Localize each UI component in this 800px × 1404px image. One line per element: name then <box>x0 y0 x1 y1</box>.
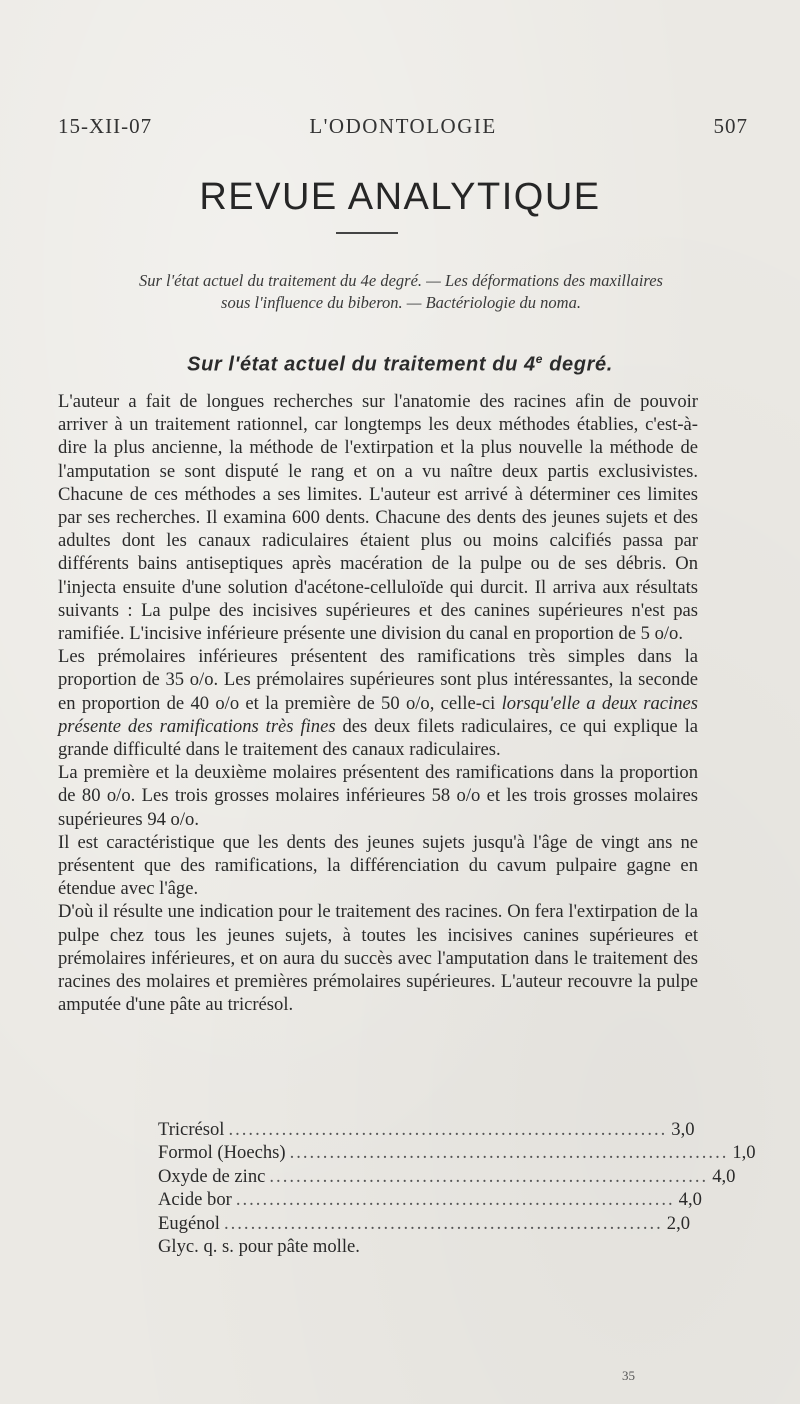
paragraph-3: La première et la deuxième molaires présentent des ramifications dans la proportion de 80 o/o. Les trois grosses molaires inférieures 58 o/o et les trois grosses molaires supérieures 94 o/o. <box>58 762 698 830</box>
formula-item-name: Oxyde de zinc <box>158 1165 266 1187</box>
formula-item-qty: 2,0 <box>666 1212 691 1234</box>
leader-dots: .................................................................. <box>223 1212 663 1234</box>
formula-item-name: Formol (Hoechs) <box>158 1142 286 1164</box>
formula-item-qty: 4,0 <box>678 1189 702 1211</box>
section-title-superscript: e <box>535 352 544 366</box>
paragraph-4: Il est caractéristique que les dents des jeunes sujets jusqu'à l'âge de vingt ans ne présentent que des ramifications, la différenciation du cavum pulpaire gagne en étendue avec l'âge. <box>58 831 698 900</box>
formula-row <box>158 1212 691 1235</box>
page-title: REVUE ANALYTIQUE <box>199 176 601 218</box>
formula-item-qty: 4,0 <box>712 1165 736 1187</box>
summary-line-1: Sur l'état actuel du traitement du 4e degré. — Les déformations des maxillaires <box>139 271 663 290</box>
running-head <box>58 114 748 144</box>
paragraph-2-end: des deux filets radiculaires, ce qui explique la grande difficulté dans le traitement des canaux radiculaires. <box>58 715 698 761</box>
summary <box>56 270 746 314</box>
summary-line-2: sous l'influence du biberon. — Bactériologie du noma. <box>221 293 581 312</box>
paragraph-5: D'où il résulte une indication pour le traitement des racines. On fera l'extirpation de la pulpe chez tous les jeunes sujets, à toutes les incisives canines supérieures et prémolaires inférieures, et on aura du succès avec l'amputation dans le traitement des racines des molaires et premières prémolaires supérieures. L'auteur recouvre la pulpe amputée d'une pâte au tricrésol. <box>58 901 698 1016</box>
section-title <box>0 352 800 377</box>
formula-item-name: Eugénol <box>158 1212 220 1234</box>
signature-mark: 35 <box>622 1368 635 1383</box>
section-title-main: Sur l'état actuel du traitement du 4 <box>187 353 536 376</box>
section-title-end: degré. <box>543 353 613 376</box>
paragraph-1: L'auteur a fait de longues recherches sur l'anatomie des racines afin de pouvoir arriver à un traitement rationnel, car longtemps les deux méthodes établies, c'est-à-dire la plus ancienne, la méthode de l'extirpation et la plus nouvelle la méthode de l'amputation se sont disputé le rang et on a vu naître deux partis exclusivistes. Chacune de ces méthodes a ses limites. L'auteur est arrivé à déterminer ces limites par ses recherches. Il examina 600 dents. Chacune des dents des jeunes sujets et des adultes dont les canaux radiculaires étaient plus ou moins calcifiés passa par différents bains antiseptiques après macération de la pulpe ou de ses débris. On l'injecta ensuite d'une solution d'acétone-celluloïde qui durcit. Il arriva aux résultats suivants : La pulpe des incisives supérieures et des canines supérieures n'est pas ramifiée. L'incisive inférieure présente une division du canal en proportion de 5 o/o. <box>58 391 698 645</box>
article-body <box>58 390 698 1016</box>
formula-row <box>158 1141 756 1164</box>
header-date: 15-XII-07 <box>58 114 153 138</box>
header-journal-name: L'ODONTOLOGIE <box>309 114 497 138</box>
leader-dots: .................................................................. <box>235 1189 675 1211</box>
leader-dots: .................................................................. <box>228 1119 668 1140</box>
formula-item-name: Tricrésol <box>158 1119 225 1140</box>
paragraph-2 <box>58 645 698 761</box>
leader-dots: .................................................................. <box>269 1165 709 1187</box>
title-divider <box>336 232 398 234</box>
formula-row <box>158 1188 702 1211</box>
formula-last-line <box>158 1235 586 1258</box>
leader-dots: .................................................................. <box>289 1142 729 1164</box>
formula-item-qty: 1,0 <box>732 1142 756 1164</box>
formula-list <box>158 1118 756 1258</box>
formula-item-name: Acide bor <box>158 1189 232 1211</box>
paragraph-2-start: Les prémolaires inférieures présentent des ramifications très simples dans la proportion de 35 o/o. Les prémolaires supérieures sont plus intéressantes, la seconde en proportion de 40 o/o et la première de 50 o/o, celle-ci <box>58 646 698 714</box>
paragraph-2-italic: lorsqu'elle a deux racines présente des ramifications très fines <box>58 692 698 737</box>
formula-note: Glyc. q. s. pour pâte molle. <box>158 1235 360 1257</box>
formula-row <box>158 1165 736 1188</box>
formula-item-qty: 3,0 <box>671 1119 695 1140</box>
formula-row <box>158 1118 695 1141</box>
header-page-number: 507 <box>713 114 748 138</box>
